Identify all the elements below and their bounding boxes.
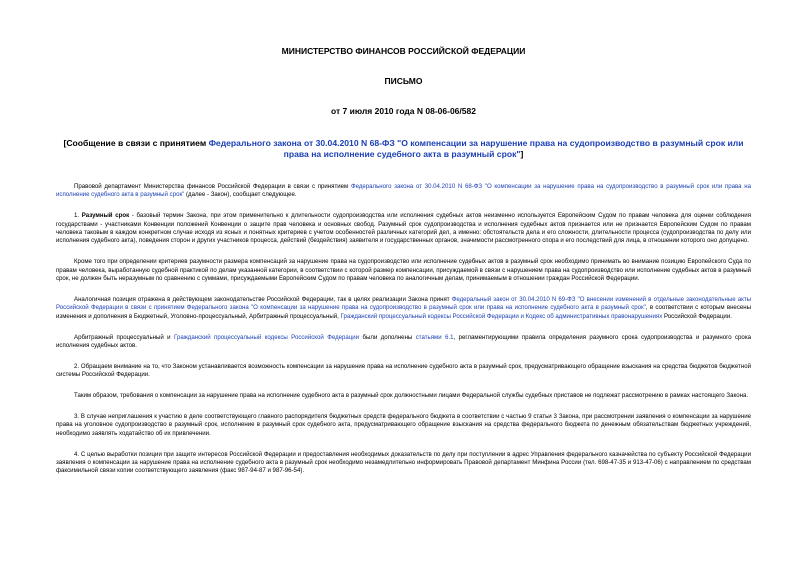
p3-text-mid: , в соответствии с которым внесены изменения и дополнения в Бюджетный, Уголовно-процессуальный, Арбитражный процессуальный, <box>56 304 752 320</box>
paragraph-3 <box>56 296 751 321</box>
p1-number: 1. <box>74 212 82 220</box>
paragraph-5: 2. Обращаем внимание на то, что Законом устанавливается возможность компенсации за нарушение права на исполнение судебного акта в разумный срок, предусматривающего обращение взыскания на средства бюджетов бюджетной системы Российской Федерации. <box>56 362 751 379</box>
paragraph-6: Таким образом, требования о компенсации за нарушение права на исполнение судебного акта в разумный срок должностными лицами Федеральной службы судебных приставов не подлежат рассмотрению в рамках настоящего Закона. <box>74 392 749 400</box>
p1-text: - базовый термин Закона, при этом применительно к длительности судопроизводства или исполнения судебных актов неизменно используется Европейским Судом по правам человека для оценки соблюдения государствами - участниками Конвенции положений Конвенции о защите прав человека и основных свобод. Разумный срок судопроизводства и исполнения судебных актов признается или не признается Европейским Судом по правам человека таковым в каждом конкретном случае исходя из ясных и понятных критериев с учетом особенностей различных категорий дел, а именно: обстоятельств дела и его сложности, длительности процесса (судопроизводства по делу или исполнения судебного акта), поведения сторон и других участников процесса, действий (бездействия) заявителя и государственных органов, значимости рассмотренного спора и его последствий для лица, в отношении которого оно допущено. <box>56 212 751 245</box>
p3-text-post: Российской Федерации. <box>662 312 732 320</box>
paragraph-intro <box>56 183 751 200</box>
p3-text-pre: Аналогичная позиция отражена в действующем законодательстве Российской Федерации, так в целях реализации Закона принят <box>74 295 452 303</box>
document-date-number: от 7 июля 2010 года N 08-06-06/582 <box>331 106 476 116</box>
p4-civil-code-link[interactable]: Гражданский процессуальный кодексы Российской Федерации <box>173 333 360 341</box>
document-type: ПИСЬМО <box>384 76 423 86</box>
p3-law-link[interactable]: Федеральный закон от 30.04.2010 N 69-ФЗ "О внесении изменений в отдельные законодательные акты Российской Федерации в связи с принятием Федерального закона "О компенсации за нарушение права на судопроизводство в разумный срок или права на исполнение судебного акта в разумный срок" <box>56 295 751 312</box>
paragraph-4 <box>56 334 751 351</box>
p4-text-pre: Арбитражный процессуальный и <box>74 333 174 341</box>
intro-text-post: (далее - Закон), сообщает следующее. <box>184 191 297 199</box>
ministry-heading: МИНИСТЕРСТВО ФИНАНСОВ РОССИЙСКОЙ ФЕДЕРАЦИИ <box>281 46 526 56</box>
summary-law-link[interactable]: Федерального закона от 30.04.2010 N 68-ФЗ "О компенсации за нарушение права на судопроизводство в разумный срок или права на исполнение судебного акта в разумный срок" <box>208 138 744 159</box>
intro-text-pre: Правовой департамент Министерства финансов Российской Федерации в связи с принятием <box>74 183 351 190</box>
paragraph-7: 3. В случае неприглашения к участию в деле соответствующего главного распорядителя бюджетных средств федерального бюджета в соответствии с частью 9 статьи 3 Закона, при рассмотрении заявления о компенсации за нарушение права на уголовное судопроизводство в разумный срок, исполнение в разумный срок судебного акта, предусматривающего обращение взыскания на средства федерального бюджета по денежным обязательствам бюджетных учреждений, необходимо заявлять ходатайство об их привлечении. <box>56 413 751 437</box>
summary-prefix: [Сообщение в связи с принятием <box>63 138 209 148</box>
summary-suffix: ] <box>520 149 524 159</box>
paragraph-2: Кроме того при определении критериев разумности размера компенсаций за нарушение права на судопроизводство или исполнение судебных актов в разумный срок необходимо принимать во внимание позицию Европейского Суда по правам человека, выработанную судебной практикой по делам указанной категории, в соответствии с которой размер компенсации, присуждаемой в связи с нарушением права на судопроизводство или исполнение судебных актов в разумный срок, не должен быть неразумным по сравнению с суммами, присуждаемыми Европейским Судом по правам человека по аналогичным делам, принимаемым в отношении граждан Российской Федерации. <box>56 258 751 282</box>
paragraph-1 <box>56 212 751 245</box>
p4-text-mid: были дополнены <box>359 333 416 341</box>
p4-article-link[interactable]: статьями 6.1 <box>415 333 454 341</box>
p1-term: Разумный срок <box>81 212 130 220</box>
p3-codes-link[interactable]: Гражданский процессуальный кодексы Российской Федерации и Кодекс об административных правонарушениях <box>340 312 663 320</box>
paragraph-8: 4. С целью выработки позиции при защите интересов Российской Федерации и предоставления необходимых доказательств по делу при поступлении в адрес Управления федерального казначейства по субъекту Российской Федерации заявления о компенсации за нарушение права на исполнение судебного акта в разумный срок необходимо незамедлительно информировать Правовой департамент Минфина России (тел. 698-47-35 и 913-47-06) с направлением по средствам факсимильной связи копии соответствующего заявления (факс 987-94-87 и 987-96-54). <box>56 450 751 475</box>
intro-law-link[interactable]: Федерального закона от 30.04.2010 N 68-ФЗ "О компенсации за нарушение права на судопроизводство в разумный срок или права на исполнение судебного акта в разумный срок" <box>56 183 751 199</box>
p4-text-post: , регламентирующими правила определения разумного срока судопроизводства и разумного срока исполнения судебных актов. <box>56 333 752 349</box>
document-summary <box>56 138 751 160</box>
